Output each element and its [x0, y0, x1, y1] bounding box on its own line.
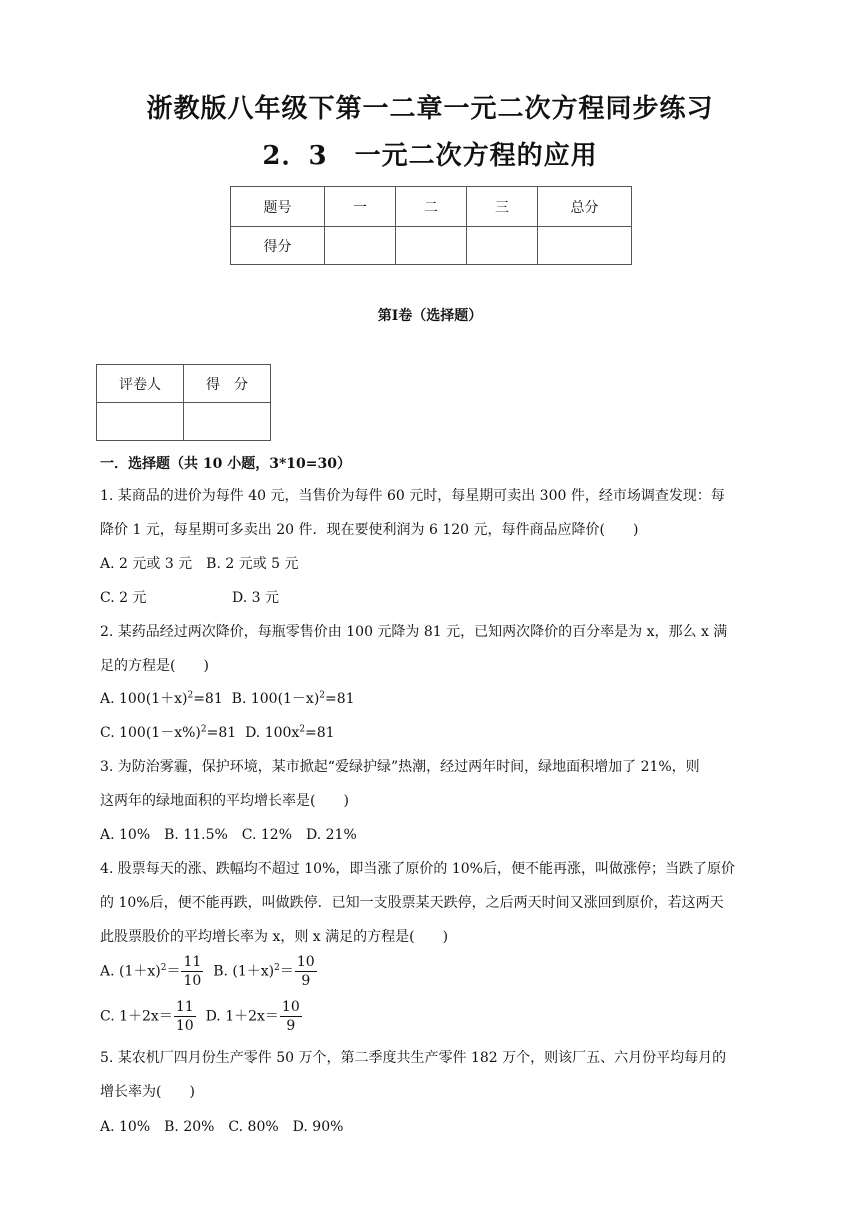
option-a-tail: =81	[193, 691, 223, 707]
grader-table	[96, 364, 271, 441]
option-a: A. 100(1＋x)	[100, 691, 188, 707]
score-cell	[538, 227, 632, 265]
option-c-tail: =81	[206, 725, 237, 741]
fraction-numerator: 11	[183, 954, 202, 970]
fraction	[280, 998, 302, 1035]
exponent: 2	[160, 962, 167, 973]
option-c: C. 1＋2x＝	[100, 1008, 173, 1025]
option-d: D. 100x	[245, 725, 300, 741]
document-subtitle: 2．3 一元二次方程的应用	[262, 141, 598, 171]
question-2-options-cd	[100, 722, 335, 742]
document-title: 浙教版八年级下第一二章一元二次方程同步练习	[146, 94, 714, 124]
question-5-text: 5. 某农机厂四月份生产零件 50 万个，第二季度共生产零件 182 万个，则该厂五、六月份平均每月的	[100, 1050, 727, 1066]
question-3-text: 这两年的绿地面积的平均增长率是( )	[100, 793, 349, 809]
question-1-text: 1. 某商品的进价为每件 40 元，当售价为每件 60 元时，每星期可卖出 300 件，经市场调查发现：每	[100, 488, 725, 504]
score-header-cell: 三	[467, 187, 538, 227]
option-b-tail: =81	[325, 691, 355, 707]
score-cell	[396, 227, 467, 265]
grader-cell	[97, 403, 184, 441]
question-2-text: 足的方程是( )	[100, 658, 209, 674]
question-1-option-d: D. 3 元	[232, 590, 279, 606]
option-d-tail: =81	[305, 725, 335, 741]
equals-sign: ＝	[166, 963, 181, 980]
fraction-numerator: 10	[281, 999, 300, 1015]
question-3-text: 3. 为防治雾霾，保护环境，某市掀起“爱绿护绿”热潮，经过两年时间，绿地面积增加了 21%，则	[100, 759, 700, 775]
fraction-numerator: 11	[175, 999, 194, 1015]
fraction-denominator: 9	[301, 973, 311, 989]
score-label: 得 分	[184, 365, 271, 403]
question-4-text: 4. 股票每天的涨、跌幅均不超过 10%，即当涨了原价的 10%后，便不能再涨，叫做涨停；当跌了原价	[100, 861, 735, 877]
exponent: 2	[274, 962, 280, 973]
score-row-label: 得分	[231, 227, 325, 265]
score-header-cell: 总分	[538, 187, 632, 227]
equals-sign: ＝	[279, 963, 294, 980]
question-5-text: 增长率为( )	[100, 1084, 195, 1100]
fraction	[181, 953, 203, 990]
score-cell	[184, 403, 271, 441]
grader-label: 评卷人	[97, 365, 184, 403]
exponent: 2	[319, 690, 326, 701]
question-1-option-c: C. 2 元	[100, 590, 147, 606]
score-header-cell: 题号	[231, 187, 325, 227]
exponent: 2	[299, 724, 306, 735]
fraction	[174, 998, 196, 1035]
question-2-options-ab	[100, 688, 355, 708]
exponent: 2	[200, 724, 207, 735]
question-4-text: 此股票股价的平均增长率为 x，则 x 满足的方程是( )	[100, 929, 449, 945]
score-header-cell: 一	[325, 187, 396, 227]
option-b: B. 100(1－x)	[231, 691, 320, 707]
question-1-options: A. 2 元或 3 元 B. 2 元或 5 元	[100, 556, 299, 572]
score-header-cell: 二	[396, 187, 467, 227]
score-table	[230, 186, 632, 265]
question-3-options: A. 10% B. 11.5% C. 12% D. 21%	[100, 827, 357, 843]
option-a: A. (1＋x)	[100, 963, 161, 980]
question-4-text: 的 10%后，便不能再跌，叫做跌停．已知一支股票某天跌停，之后两天时间又涨回到原价，若这两天	[100, 895, 724, 911]
score-cell	[467, 227, 538, 265]
fraction-numerator: 10	[296, 954, 315, 970]
question-1-text: 降价 1 元，每星期可多卖出 20 件．现在要使利润为 6 120 元，每件商品应降价( )	[100, 522, 639, 538]
question-4-options-ab	[100, 953, 318, 990]
fraction-denominator: 10	[175, 1018, 194, 1034]
section-heading: 第Ⅰ卷（选择题）	[377, 308, 483, 324]
question-4-options-cd	[100, 998, 303, 1035]
question-5-options: A. 10% B. 20% C. 80% D. 90%	[100, 1119, 344, 1135]
fraction	[295, 953, 317, 990]
option-c: C. 100(1－x%)	[100, 725, 201, 741]
option-b: B. (1＋x)	[213, 963, 275, 980]
fraction-denominator: 10	[183, 973, 202, 989]
fraction-denominator: 9	[286, 1018, 296, 1034]
score-cell	[325, 227, 396, 265]
part-heading: 一．选择题（共 10 小题，3*10=30）	[100, 456, 351, 472]
exponent: 2	[187, 690, 194, 701]
question-2-text: 2. 某药品经过两次降价，每瓶零售价由 100 元降为 81 元，已知两次降价的百分率是为 x，那么 x 满	[100, 624, 728, 640]
option-d: D. 1＋2x＝	[205, 1008, 279, 1025]
